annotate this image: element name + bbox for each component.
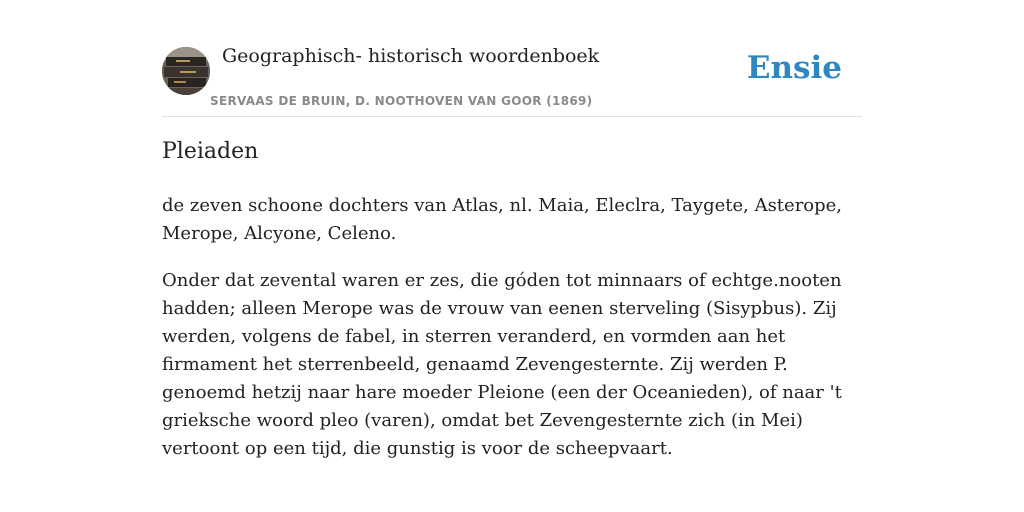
entry-paragraph: Onder dat zevental waren er zes, die góden tot minnaars of echtge.nooten hadden; alleen Merope was de vrouw van eenen sterveling (Sisypbus). Zij werden, volgens de fabel, in sterren veranderd, en vormden aan het firmament het sterrenbeeld, genaamd Zevengesternte. Zij werden P. genoemd hetzij naar hare moeder Pleione (een der Oceanieden), of naar 't grieksche woord pleo (varen), omdat bet Zevengesternte zich (in Mei) vertoont op een tijd, die gunstig is voor de scheepvaart. bbox=[162, 270, 842, 459]
book-cover-icon[interactable] bbox=[162, 47, 210, 95]
entry-paragraph: de zeven schoone dochters van Atlas, nl. Maia, Eleclra, Taygete, Asterope, Merope, Alcyone, Celeno. bbox=[162, 195, 843, 244]
book-title[interactable]: Geographisch- historisch woordenboek bbox=[222, 45, 600, 67]
entry-body bbox=[162, 192, 872, 482]
entry-title: Pleiaden bbox=[162, 139, 259, 164]
header bbox=[162, 40, 862, 117]
brand-logo[interactable]: Ensie bbox=[746, 50, 842, 86]
book-author: SERVAAS DE BRUIN, D. NOOTHOVEN VAN GOOR (1869) bbox=[210, 94, 593, 108]
